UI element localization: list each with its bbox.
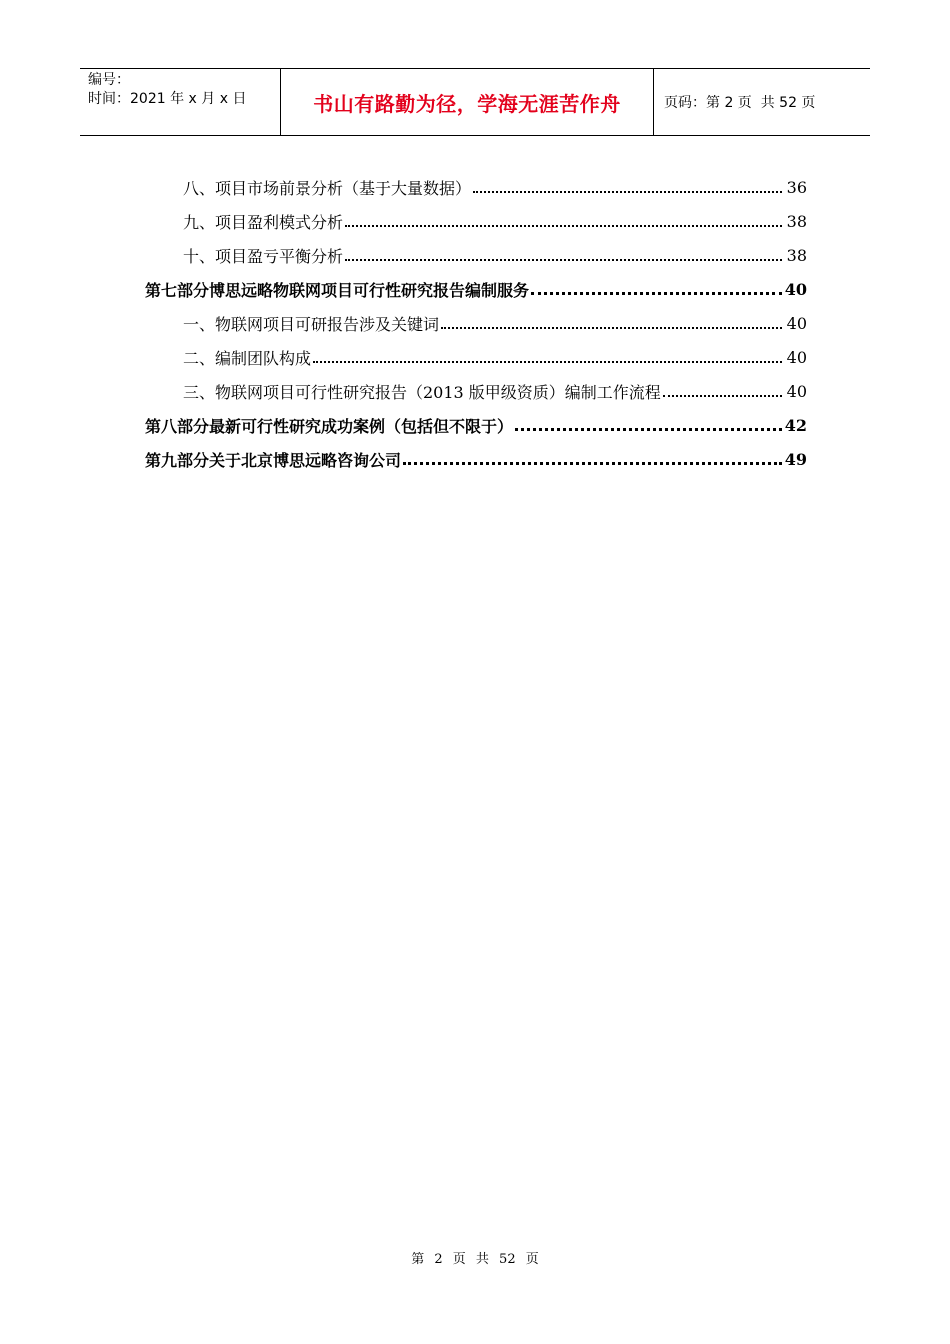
toc-entry-title: 二、编制团队构成 [183,348,312,368]
toc-leader-dots [403,461,782,465]
page-header [80,68,870,136]
toc-entry-title: 十、项目盈亏平衡分析 [183,246,344,266]
header-motto: 书山有路勤为径，学海无涯苦作舟 [281,69,654,135]
toc-part-entry[interactable] [145,442,807,476]
toc-entry-title: 第七部分博思远略物联网项目可行性研究报告编制服务 [145,280,530,300]
page-footer: 第 2 页 共 52 页 [411,1252,539,1267]
toc-entry-page: 42 [784,415,807,435]
toc-entry-page: 40 [786,347,807,367]
toc-entry[interactable] [145,204,807,238]
header-page-number: 页码：第 2 页 共 52 页 [664,95,816,111]
toc-entry-title: 第九部分关于北京博思远略咨询公司 [145,450,402,470]
toc-leader-dots [345,258,782,261]
document-number-label: 编号： [88,72,130,88]
toc-entry[interactable] [145,170,807,204]
table-of-contents [145,170,807,476]
toc-part-entry[interactable] [145,272,807,306]
toc-leader-dots [515,427,782,431]
toc-entry-page: 36 [786,177,807,197]
toc-entry[interactable] [145,374,807,408]
document-time-label: 时间：2021 年 x 月 x 日 [88,91,247,107]
toc-entry-page: 38 [786,245,807,265]
toc-entry-page: 40 [786,313,807,333]
toc-entry-page: 40 [786,381,807,401]
toc-leader-dots [663,394,782,397]
toc-part-entry[interactable] [145,408,807,442]
toc-leader-dots [441,326,782,329]
toc-entry-title: 一、物联网项目可研报告涉及关键词 [183,314,440,334]
toc-entry[interactable] [145,306,807,340]
toc-leader-dots [531,291,782,295]
toc-entry[interactable] [145,238,807,272]
toc-entry[interactable] [145,340,807,374]
toc-entry-title: 八、项目市场前景分析（基于大量数据） [183,178,472,198]
header-meta [80,69,281,135]
toc-entry-page: 38 [786,211,807,231]
toc-entry-title: 三、物联网项目可行性研究报告（2013 版甲级资质）编制工作流程 [183,382,661,402]
toc-leader-dots [473,190,782,193]
toc-entry-title: 第八部分最新可行性研究成功案例（包括但不限于） [145,416,514,436]
toc-entry-title: 九、项目盈利模式分析 [183,212,344,232]
toc-entry-page: 49 [784,449,807,469]
toc-entry-page: 40 [784,279,807,299]
toc-leader-dots [345,224,782,227]
toc-leader-dots [313,360,782,363]
